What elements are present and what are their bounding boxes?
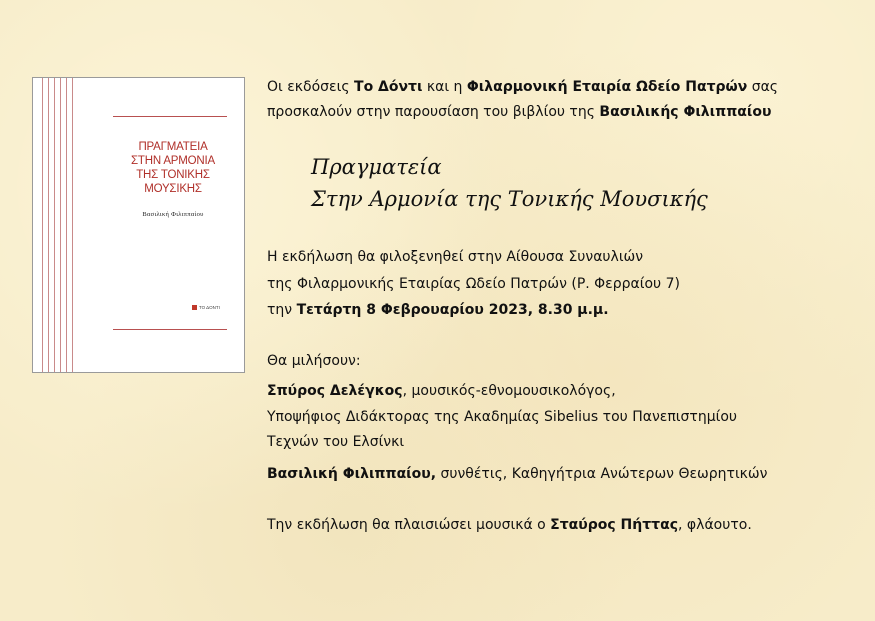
event-location-line-2: της Φιλαρμονικής Εταιρίας Ωδείο Πατρών (Ρ. Φερραίου 7)	[267, 276, 680, 292]
cover-stripe	[42, 78, 43, 372]
cover-stripe	[66, 78, 67, 372]
cover-title-line: ΠΡΑΓΜΑΤΕΙΑ	[138, 141, 208, 153]
speaker-2-line	[267, 466, 767, 482]
cover-title-line: ΜΟΥΣΙΚΗΣ	[144, 183, 202, 195]
cover-title	[113, 140, 233, 196]
speaker-1-role: , μουσικός-εθνομουσικολόγος,	[402, 383, 616, 399]
book-cover	[32, 77, 245, 373]
intro-text: Οι εκδόσεις	[267, 79, 355, 95]
intro-line-2	[267, 104, 771, 120]
event-date-prefix: την	[267, 302, 297, 318]
book-title-line-2: Στην Αρμονία της Τονικής Μουσικής	[311, 187, 708, 211]
publisher-name: Το Δόντι	[354, 79, 423, 95]
cover-rule-top	[113, 116, 227, 117]
cover-author: Βασιλική Φιλιππαίου	[142, 211, 204, 218]
cover-stripe	[72, 78, 73, 372]
event-location-line-1: Η εκδήλωση θα φιλοξενηθεί στην Αίθουσα Συναυλιών	[267, 249, 644, 265]
closing-line	[267, 517, 752, 533]
speaker-2-role: συνθέτις, Καθηγήτρια Ανώτερων Θεωρητικών	[436, 466, 768, 482]
cover-title-line: ΣΤΗΝ ΑΡΜΟΝΙΑ	[131, 155, 215, 167]
closing-text: , φλάουτο.	[678, 517, 752, 533]
intro-text: σας	[747, 79, 779, 95]
musician-name: Σταύρος Πήττας	[550, 517, 679, 533]
speaker-1-name: Σπύρος Δελέγκος	[267, 383, 403, 399]
event-date: Τετάρτη 8 Φεβρουαρίου 2023, 8.30 μ.μ.	[296, 302, 609, 318]
cover-rule-bottom	[113, 329, 227, 330]
speakers-heading: Θα μιλήσουν:	[267, 353, 361, 369]
intro-line-1	[267, 79, 778, 95]
book-title-line-1: Πραγματεία	[311, 155, 442, 179]
speaker-1-line-2: Υποψήφιος Διδάκτορας της Ακαδημίας Sibelius του Πανεπιστημίου	[267, 409, 738, 425]
speaker-1-line-3: Τεχνών του Ελσίνκι	[267, 434, 405, 450]
intro-text: και η	[422, 79, 467, 95]
intro-text: προσκαλούν στην παρουσίαση του βιβλίου της	[267, 104, 600, 120]
publisher-logo-icon	[192, 305, 197, 310]
publisher-logo-text: ΤΟ ΔΟΝΤΙ	[199, 305, 220, 310]
cover-stripe	[48, 78, 49, 372]
event-date-line	[267, 302, 609, 318]
closing-text: Την εκδήλωση θα πλαισιώσει μουσικά ο	[267, 517, 551, 533]
publisher-logo	[192, 305, 220, 310]
speaker-1-line-1	[267, 383, 616, 399]
cover-title-line: ΤΗΣ ΤΟΝΙΚΗΣ	[136, 169, 210, 181]
cover-stripe	[54, 78, 55, 372]
organization-name: Φιλαρμονική Εταιρία Ωδείο Πατρών	[466, 79, 748, 95]
cover-stripe	[60, 78, 61, 372]
speaker-2-name: Βασιλική Φιλιππαίου,	[267, 466, 437, 482]
author-name: Βασιλικής Φιλιππαίου	[599, 104, 772, 120]
